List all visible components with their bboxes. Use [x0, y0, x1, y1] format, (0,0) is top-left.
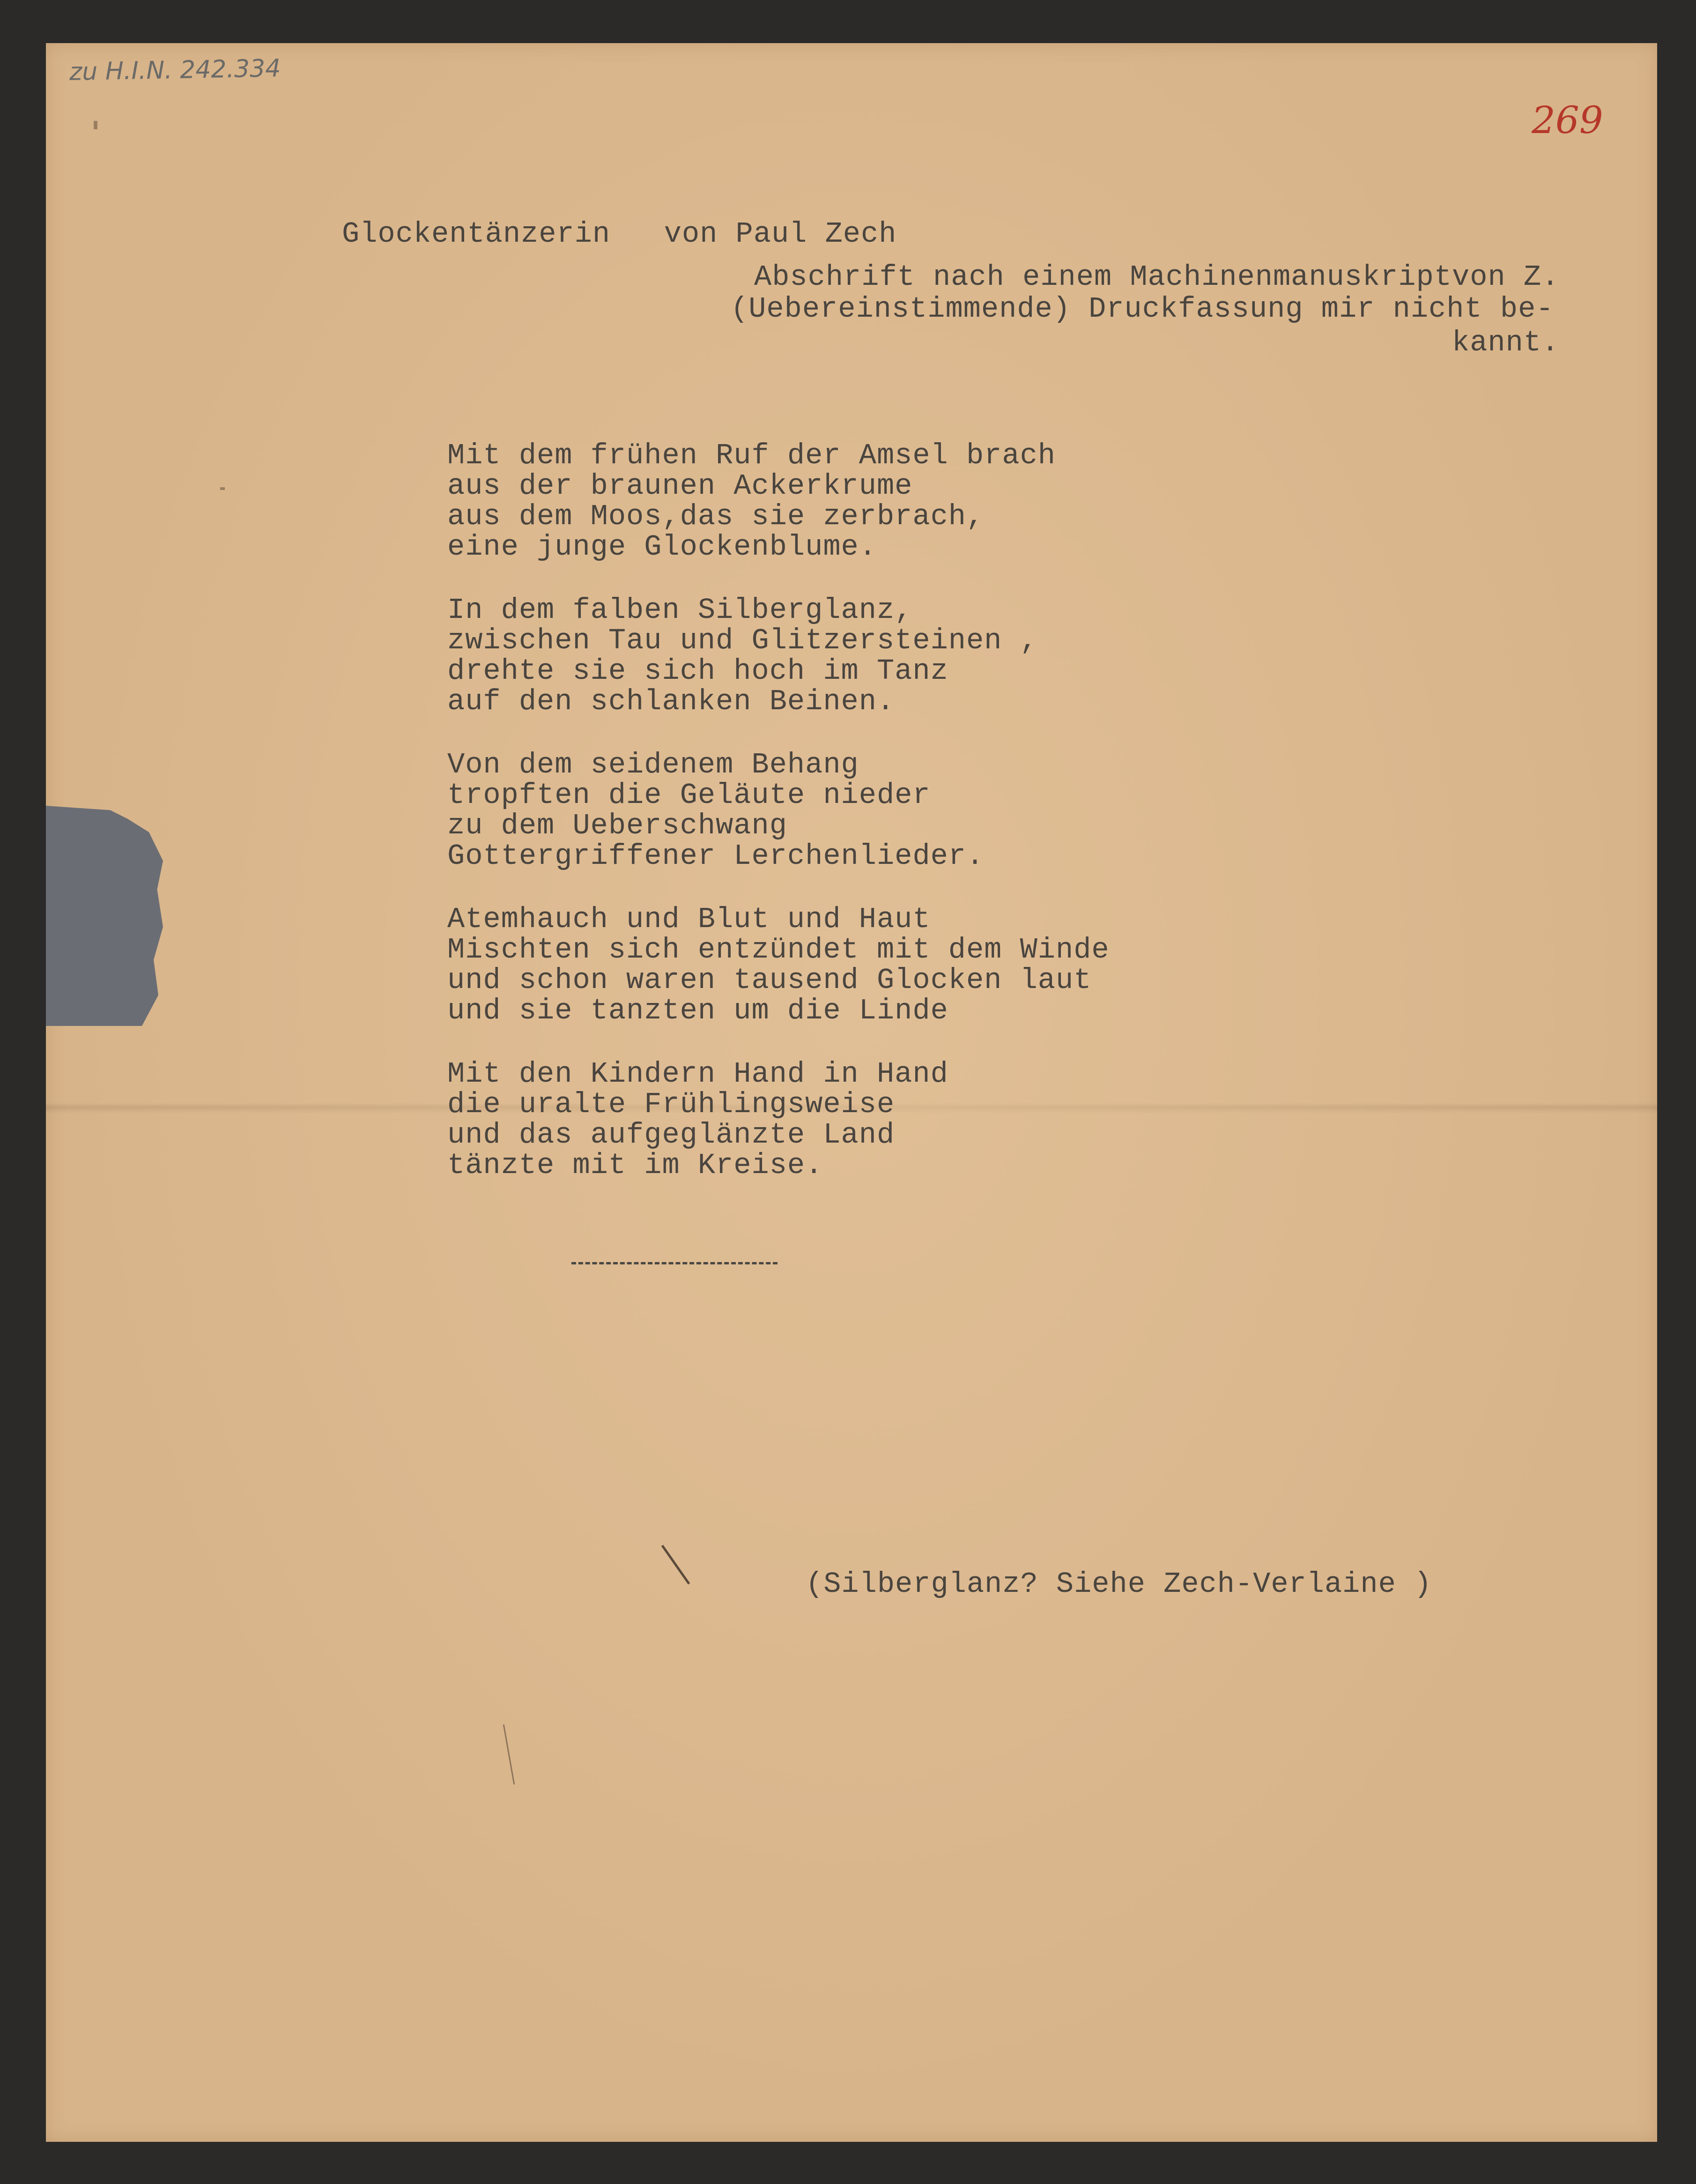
stanza-3	[447, 750, 1110, 871]
verse-line: tropften die Geläute nieder	[447, 779, 931, 812]
verse-line: die uralte Frühlingsweise	[447, 1088, 895, 1121]
verse-line: Mit den Kindern Hand in Hand	[447, 1057, 948, 1091]
folio-number: 269	[1532, 98, 1603, 142]
verse-line: Mit dem frühen Ruf der Amsel brach	[447, 439, 1056, 472]
footnote: (Silberglanz? Siehe Zech-Verlaine )	[806, 1567, 1432, 1601]
verse-line: und schon waren tausend Glocken laut	[447, 964, 1092, 997]
verse-line: aus dem Moos,das sie zerbrach,	[447, 500, 985, 533]
verse-line: In dem falben Silberglanz,	[447, 594, 913, 627]
archive-reference-mark: zu H.I.N. 242.334	[69, 54, 281, 86]
poem-body	[447, 440, 1110, 1213]
binding-dot	[94, 121, 97, 129]
verse-line: und das aufgeglänzte Land	[447, 1118, 895, 1151]
verse-line: eine junge Glockenblume.	[447, 530, 877, 564]
stanza-5	[447, 1059, 1110, 1181]
closing-rule	[571, 1262, 778, 1264]
verse-line: Atemhauch und Blut und Haut	[447, 903, 931, 936]
verse-line: auf den schlanken Beinen.	[447, 685, 895, 718]
stanza-4	[447, 904, 1110, 1026]
verse-line: zu dem Ueberschwang	[447, 809, 787, 842]
verse-line: Von dem seidenem Behang	[447, 748, 859, 781]
verse-line: drehte sie sich hoch im Tanz	[447, 654, 948, 688]
title-line: Glockentänzerin von Paul Zech	[342, 217, 897, 251]
transcription-note-line-3: kannt.	[1452, 326, 1560, 359]
binding-dot	[220, 487, 225, 490]
transcription-note-line-1: Abschrift nach einem Machinenmanuskriptvon Z.	[754, 260, 1560, 294]
torn-edge	[46, 806, 163, 1026]
stanza-2	[447, 595, 1110, 717]
stanza-1	[447, 440, 1110, 562]
verse-line: Mischten sich entzündet mit dem Winde	[447, 933, 1110, 966]
verse-line: tänzte mit im Kreise.	[447, 1149, 823, 1182]
verse-line: aus der braunen Ackerkrume	[447, 469, 913, 503]
verse-line: zwischen Tau und Glitzersteinen ,	[447, 624, 1038, 657]
transcription-note-line-2: (Uebereinstimmende) Druckfassung mir nicht be-	[731, 292, 1554, 326]
verse-line: und sie tanzten um die Linde	[447, 994, 948, 1027]
verse-line: Gottergriffener Lerchenlieder.	[447, 839, 985, 873]
